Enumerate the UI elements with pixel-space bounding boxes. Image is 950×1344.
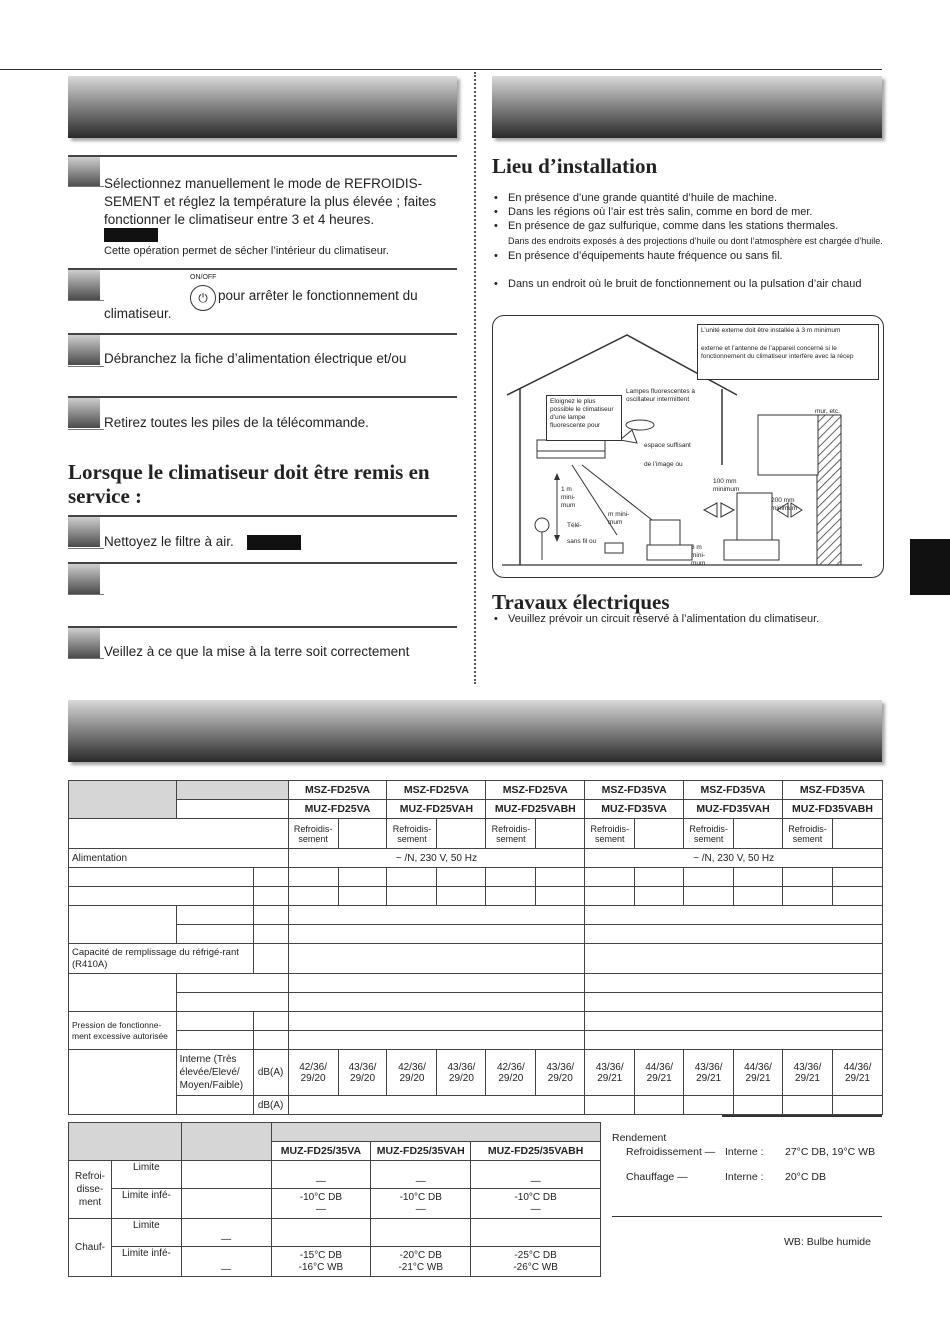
row-label-refrigerant: Capacité de remplissage du réfrigé-rant (R410A)	[69, 944, 254, 974]
range-label-cooling: Refroi- disse- ment	[69, 1161, 112, 1219]
range-table	[68, 1122, 601, 1277]
restart-step-3-text: Veillez à ce que la mise à la terre soit correctement	[104, 644, 410, 659]
range-dash: —	[415, 1203, 426, 1215]
diagram-label-200mm: 200 mm minimum	[771, 497, 798, 512]
noise-value: 42/36/ 29/20	[288, 1050, 338, 1096]
installation-list	[494, 191, 884, 233]
step-1-note: Cette opération permet de sécher l’intérieur du climatiseur.	[104, 245, 389, 257]
conditions-indoor: Interne :	[725, 1146, 764, 1158]
step-rule	[68, 268, 457, 270]
range-label-upper: Limite	[111, 1219, 181, 1247]
unit-dba: dB(A)	[253, 1050, 288, 1096]
noise-value: 43/36/ 29/20	[536, 1050, 585, 1096]
electrical-bullet: • Veuillez prévoir un circuit réservé à l’alimentation du climatiseur.	[494, 612, 884, 626]
range-value: -16°C WB	[298, 1261, 344, 1273]
spec-section-banner	[68, 700, 882, 762]
conditions-cooling: Refroidissement —	[626, 1146, 716, 1158]
installation-list-3	[494, 277, 884, 291]
conditions-indoor: Interne :	[725, 1171, 764, 1183]
power-value: ~ /N, 230 V, 50 Hz	[288, 849, 585, 868]
indoor-model: MSZ-FD35VA	[684, 781, 783, 800]
row-label-power: Alimentation	[69, 849, 289, 868]
step-underline	[68, 594, 104, 595]
diagram-label-3m: 3 m mini-mum	[691, 544, 706, 567]
installation-list-2	[494, 249, 884, 263]
step-underline	[68, 186, 104, 187]
indoor-model: MSZ-FD35VA	[782, 781, 882, 800]
row-label-indoor-noise: Interne (Très élevée/Elevé/ Moyen/Faible)	[176, 1050, 253, 1096]
left-section-banner	[68, 76, 457, 138]
step-2-text: pour arrêter le fonctionnement du	[218, 288, 418, 303]
step-2-text-cont: climatiseur.	[104, 306, 172, 321]
column-divider	[474, 72, 476, 684]
range-value: -20°C DB	[399, 1249, 442, 1261]
diagram-line: espace suffisant	[644, 442, 691, 449]
noise-value: 44/36/ 29/21	[832, 1050, 882, 1096]
step-1-text: Sélectionnez manuellement le mode de REFROIDIS-SEMENT et réglez la température la plus élevée ; faites fonctionner le climatiseur entre 3 et 4 heures.	[104, 176, 437, 227]
range-value: -25°C DB	[514, 1249, 557, 1261]
conditions-cooling-value: 27°C DB, 19°C WB	[785, 1146, 876, 1158]
mode-cooling: Refroidis- sement	[782, 819, 832, 849]
power-value: ~ /N, 230 V, 50 Hz	[585, 849, 883, 868]
range-model: MUZ-FD25/35VAH	[371, 1142, 471, 1161]
range-value: -10°C DB	[299, 1191, 343, 1203]
step-underline	[68, 548, 104, 549]
range-label-lower: Limite infé-	[111, 1189, 181, 1219]
noise-value: 43/36/ 29/21	[585, 1050, 635, 1096]
range-value: -21°C WB	[398, 1261, 444, 1273]
step-number-box	[68, 628, 100, 658]
range-dash: —	[371, 1161, 471, 1189]
installation-bullet: • En présence d’équipements haute fréquence ou sans fil.	[494, 249, 884, 263]
step-rule	[68, 396, 457, 398]
indoor-model: MSZ-FD25VA	[288, 781, 387, 800]
range-dash: —	[181, 1219, 271, 1247]
range-value: -26°C WB	[513, 1261, 558, 1273]
step-number-box	[68, 335, 100, 365]
step-rule	[68, 333, 457, 335]
diagram-label-100mm: 100 mm minimum	[713, 478, 740, 493]
range-label-lower: Limite infé-	[111, 1247, 181, 1277]
diagram-label-tele: Télé-	[567, 522, 582, 529]
indoor-model: MSZ-FD25VA	[387, 781, 486, 800]
top-rule	[0, 69, 882, 70]
step-rule	[68, 515, 457, 517]
diagram-note-outdoor	[697, 324, 879, 380]
step-underline	[68, 658, 104, 659]
mode-cooling: Refroidis- sement	[288, 819, 338, 849]
range-dash: —	[471, 1161, 601, 1189]
onoff-label: ON/OFF	[190, 274, 217, 281]
diagram-label-sansfil: sans fil ou	[567, 538, 597, 545]
range-dash: —	[530, 1203, 541, 1215]
range-dash: —	[181, 1247, 271, 1277]
unit-dba: dB(A)	[253, 1096, 288, 1115]
outdoor-model: MUZ-FD25VABH	[486, 800, 585, 819]
reference-badge	[104, 228, 158, 242]
right-section-banner	[492, 76, 882, 138]
step-underline	[68, 300, 104, 301]
indoor-model: MSZ-FD35VA	[585, 781, 684, 800]
range-model: MUZ-FD25/35VABH	[471, 1142, 601, 1161]
step-underline	[68, 429, 104, 430]
installation-bullet: • Dans les régions où l’air est très salin, comme en bord de mer.	[494, 205, 884, 219]
noise-value: 44/36/ 29/21	[734, 1050, 783, 1096]
spec-table	[68, 780, 883, 1115]
diagram-label-space	[641, 440, 702, 481]
outdoor-model: MUZ-FD35VABH	[782, 800, 882, 819]
conditions-wb-note: WB: Bulbe humide	[784, 1236, 871, 1248]
range-model: MUZ-FD25/35VA	[271, 1142, 371, 1161]
step-rule	[68, 626, 457, 628]
step-rule	[68, 562, 457, 564]
conditions-heating: Chauffage —	[626, 1171, 688, 1183]
mode-cooling: Refroidis- sement	[684, 819, 734, 849]
step-number-box	[68, 517, 100, 547]
diagram-note-line: externe et l’antenne de l’appareil concerné si le fonctionnement du climatiseur interfère avec la récep	[701, 345, 854, 360]
range-dash: —	[271, 1161, 371, 1189]
range-dash: —	[315, 1203, 326, 1215]
noise-value: 42/36/ 29/20	[486, 1050, 536, 1096]
outdoor-model: MUZ-FD35VA	[585, 800, 684, 819]
conditions-heating-value: 20°C DB	[785, 1171, 826, 1183]
restart-step-1-text: Nettoyez le filtre à air.	[104, 534, 234, 549]
step-underline	[68, 366, 104, 367]
conditions-rule	[722, 1115, 882, 1117]
range-value: -15°C DB	[299, 1249, 343, 1261]
conditions-rule-bottom	[612, 1216, 882, 1217]
step-number-box	[68, 270, 100, 300]
installation-bullet: • En présence de gaz sulfurique, comme dans les stations thermales.	[494, 219, 884, 233]
step-number-box	[68, 398, 100, 428]
noise-value: 44/36/ 29/21	[635, 1050, 684, 1096]
mode-cooling: Refroidis- sement	[585, 819, 635, 849]
outdoor-model: MUZ-FD25VA	[288, 800, 387, 819]
mode-cooling: Refroidis- sement	[387, 819, 437, 849]
electrical-list	[494, 612, 884, 626]
installation-bullet: • En présence d’une grande quantité d’huile de machine.	[494, 191, 884, 205]
row-label-pressure: Pression de fonctionne-ment excessive autorisée	[69, 1012, 177, 1050]
noise-value: 43/36/ 29/20	[437, 1050, 486, 1096]
diagram-line: de l’image ou	[644, 461, 683, 468]
mode-cooling: Refroidis- sement	[486, 819, 536, 849]
diagram-label-lamp: Lampes fluorescentes à oscillateur intermittent	[626, 388, 696, 403]
restart-heading: Lorsque le climatiseur doit être remis en service :	[68, 460, 430, 508]
diagram-note-lamp: Eloignez le plus possible le climatiseur d’une lampe fluorescente pour	[546, 395, 622, 441]
step-number-box	[68, 564, 100, 594]
conditions-rendement: Rendement	[612, 1132, 667, 1144]
diagram-note-line: L’unité externe doit être installée à 3 m minimum	[701, 327, 841, 334]
noise-value: 43/36/ 29/21	[684, 1050, 734, 1096]
diagram-label-mmin: m mini-mum	[608, 511, 630, 526]
range-value: -10°C DB	[399, 1191, 442, 1203]
outdoor-model: MUZ-FD35VAH	[684, 800, 783, 819]
installation-bullet: • Dans un endroit où le bruit de fonctionnement ou la pulsation d’air chaud	[494, 277, 884, 291]
step-4-text: Retirez toutes les piles de la télécommande.	[104, 415, 369, 430]
indoor-model: MSZ-FD25VA	[486, 781, 585, 800]
diagram-label-1m: 1 m mini-mum	[561, 486, 576, 509]
side-tab	[910, 539, 950, 595]
range-value: -10°C DB	[514, 1191, 557, 1203]
step-3-text: Débranchez la fiche d’alimentation électrique et/ou	[104, 351, 407, 366]
range-label-heating: Chauf-	[69, 1219, 112, 1277]
installation-heading: Lieu d’installation	[492, 154, 658, 178]
range-label-upper: Limite	[111, 1161, 181, 1189]
noise-value: 43/36/ 29/21	[782, 1050, 832, 1096]
step-number-box	[68, 157, 100, 187]
reference-badge	[247, 535, 301, 550]
noise-value: 43/36/ 29/20	[338, 1050, 387, 1096]
step-rule	[68, 155, 457, 157]
power-button-icon: ⏻	[190, 285, 216, 311]
diagram-label-wall: mur, etc.	[815, 408, 840, 415]
electrical-heading: Travaux électriques	[492, 590, 670, 614]
outdoor-model: MUZ-FD25VAH	[387, 800, 486, 819]
noise-value: 42/36/ 29/20	[387, 1050, 437, 1096]
installation-subnote: Dans des endroits exposés à des projections d’huile ou dont l’atmosphère est chargée d’huile.	[508, 236, 883, 246]
